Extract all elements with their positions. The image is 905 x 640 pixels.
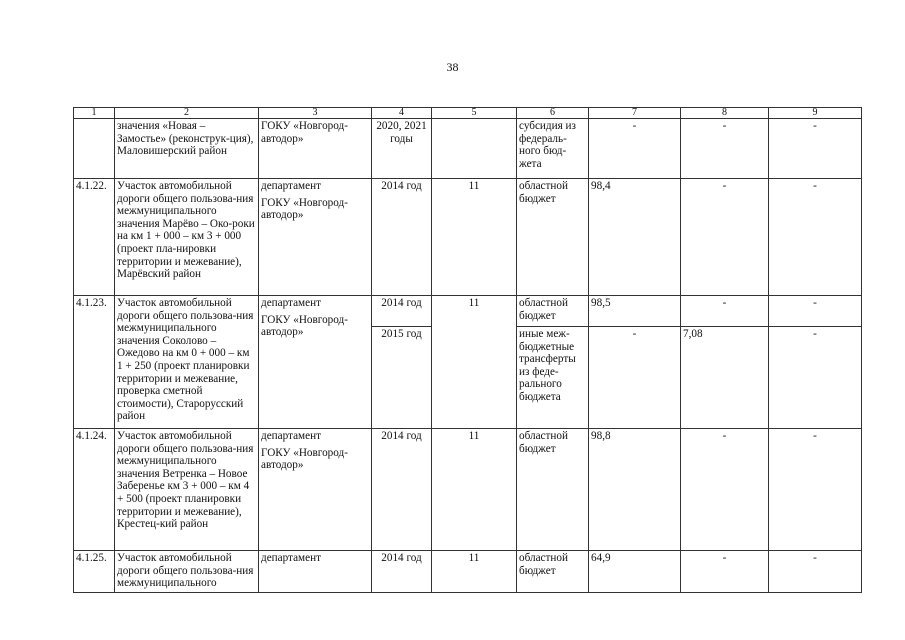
row-number: 4.1.22. <box>74 179 115 296</box>
amount-2016: - <box>769 429 862 551</box>
amount-2014: 98,8 <box>589 429 681 551</box>
column-number: 9 <box>769 108 862 119</box>
funding-source: субсидия из федераль-ного бюд-жета <box>517 119 589 179</box>
amount-2016: - <box>769 296 862 327</box>
executor-line: ГОКУ «Новгород-автодор» <box>261 196 348 222</box>
funding-source: областной бюджет <box>517 179 589 296</box>
column-number: 1 <box>74 108 115 119</box>
column-number: 8 <box>681 108 769 119</box>
funding-source: иные меж-бюджетные трансферты из феде-рального бюджета <box>517 327 589 429</box>
indicator: 11 <box>432 296 517 429</box>
table-row <box>74 179 862 296</box>
indicator <box>432 119 517 179</box>
executor <box>259 429 372 551</box>
object-name: Участок автомобильной дороги общего пользова-ния межмуниципального значения Марёво – Око-роки на км 1 + 000 – км 3 + 000 (проект пла-нировки территории и межевание), Марёвский район <box>115 179 259 296</box>
amount-2015: 7,08 <box>681 327 769 429</box>
funding-source: областной бюджет <box>517 296 589 327</box>
table-row <box>74 429 862 551</box>
indicator: 11 <box>432 179 517 296</box>
indicator: 11 <box>432 551 517 593</box>
row-number: 4.1.24. <box>74 429 115 551</box>
amount-2016: - <box>769 327 862 429</box>
amount-2014: - <box>589 327 681 429</box>
object-name: Участок автомобильной дороги общего пользова-ния межмуниципального значения Соколово – Ожедово на км 0 + 000 – км 1 + 250 (проект планировки территории и межевание, проверка сметной стоимости), Старорусский район <box>115 296 259 429</box>
amount-2014: 98,4 <box>589 179 681 296</box>
amount-2014: 98,5 <box>589 296 681 327</box>
object-name: значения «Новая – Замостье» (реконструк-ция), Маловишерский район <box>115 119 259 179</box>
page-number: 38 <box>446 60 459 74</box>
executor <box>259 119 372 179</box>
amount-2015: - <box>681 119 769 179</box>
period: 2014 год <box>372 429 432 551</box>
row-number: 4.1.23. <box>74 296 115 429</box>
object-name: Участок автомобильной дороги общего пользова-ния межмуниципального <box>115 551 259 593</box>
column-number: 6 <box>517 108 589 119</box>
executor-line: департамент <box>261 552 321 564</box>
amount-2016: - <box>769 119 862 179</box>
executor-line: департамент <box>261 430 321 442</box>
table-row <box>74 551 862 593</box>
executor-line: ГОКУ «Новгород-автодор» <box>261 446 348 472</box>
column-number: 3 <box>259 108 372 119</box>
executor <box>259 296 372 429</box>
amount-2015: - <box>681 296 769 327</box>
period: 2014 год <box>372 179 432 296</box>
amount-2014: - <box>589 119 681 179</box>
period: 2014 год <box>372 296 432 327</box>
executor <box>259 551 372 593</box>
row-number: 4.1.25. <box>74 551 115 593</box>
period: 2020, 2021 годы <box>372 119 432 179</box>
table-row <box>74 119 862 179</box>
indicator: 11 <box>432 429 517 551</box>
column-number: 5 <box>432 108 517 119</box>
column-number-row <box>74 108 862 119</box>
amount-2016: - <box>769 551 862 593</box>
table-row <box>74 296 862 327</box>
column-number: 7 <box>589 108 681 119</box>
amount-2015: - <box>681 179 769 296</box>
funding-source: областной бюджет <box>517 429 589 551</box>
amount-2015: - <box>681 429 769 551</box>
funding-source: областной бюджет <box>517 551 589 593</box>
column-number: 2 <box>115 108 259 119</box>
executor-line: ГОКУ «Новгород-автодор» <box>261 120 348 145</box>
amount-2016: - <box>769 179 862 296</box>
period: 2015 год <box>372 327 432 429</box>
executor <box>259 179 372 296</box>
executor-line: департамент <box>261 180 321 192</box>
object-name: Участок автомобильной дороги общего пользова-ния межмуниципального значения Ветренка – Новое Заберенье км 3 + 000 – км 4 + 500 (проект планировки территории и межевание), Крестец-кий район <box>115 429 259 551</box>
row-number <box>74 119 115 179</box>
amount-2014: 64,9 <box>589 551 681 593</box>
amount-2015: - <box>681 551 769 593</box>
period: 2014 год <box>372 551 432 593</box>
executor-line: департамент <box>261 297 321 309</box>
program-table <box>73 107 862 593</box>
executor-line: ГОКУ «Новгород-автодор» <box>261 313 348 339</box>
column-number: 4 <box>372 108 432 119</box>
